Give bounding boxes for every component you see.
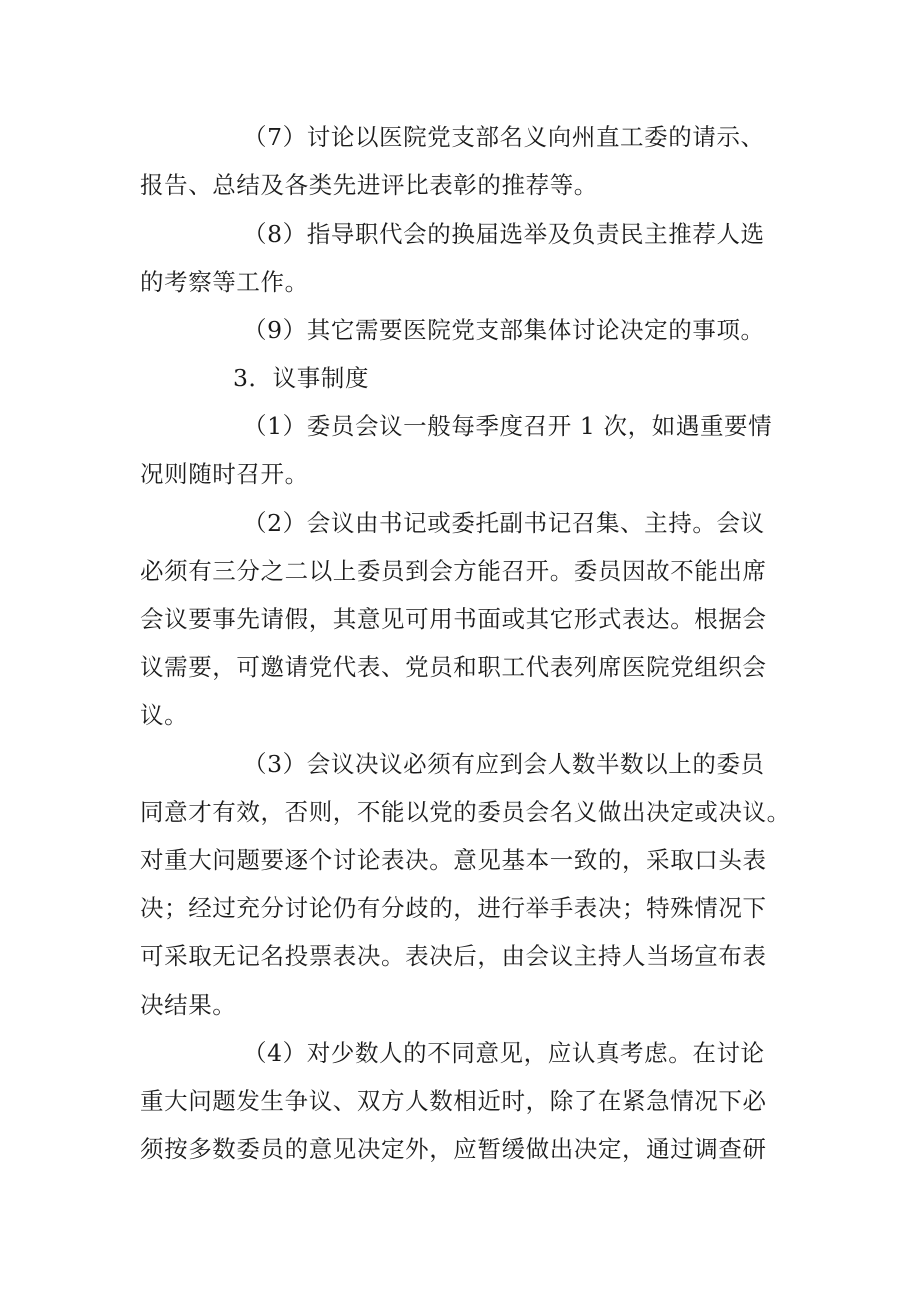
text-line: 决结果。	[140, 991, 237, 1019]
text-line: （4）对少数人的不同意见，应认真考虑。在讨论	[243, 1039, 765, 1067]
text-line: 须按多数委员的意见决定外，应暂缓做出决定，通过调查研	[140, 1135, 767, 1163]
text-line: 况则随时召开。	[140, 460, 309, 488]
text-line: 决；经过充分讨论仍有分歧的，进行举手表决；特殊情况下	[140, 894, 767, 922]
text-line: （9）其它需要医院党支部集体讨论决定的事项。	[243, 316, 765, 344]
text-line: 可采取无记名投票表决。表决后，由会议主持人当场宣布表	[140, 942, 767, 970]
text-line: 必须有三分之二以上委员到会方能召开。委员因故不能出席	[140, 557, 767, 585]
text-line: （1）委员会议一般每季度召开 1 次，如遇重要情	[243, 412, 773, 440]
text-line: 的考察等工作。	[140, 268, 309, 296]
text-line: 会议要事先请假，其意见可用书面或其它形式表达。根据会	[140, 605, 767, 633]
text-line: （2）会议由书记或委托副书记召集、主持。会议	[243, 509, 765, 537]
text-line: （8）指导职代会的换届选举及负责民主推荐人选	[243, 220, 765, 248]
text-line: 议需要，可邀请党代表、党员和职工代表列席医院党组织会	[140, 653, 767, 681]
text-line: 议。	[140, 701, 189, 729]
text-line: 同意才有效，否则，不能以党的委员会名义做出决定或决议。	[140, 798, 791, 826]
text-line: （3）会议决议必须有应到会人数半数以上的委员	[243, 750, 765, 778]
text-line: （7）讨论以医院党支部名义向州直工委的请示、	[243, 123, 765, 151]
text-line: 报告、总结及各类先进评比表彰的推荐等。	[140, 171, 598, 199]
text-line: 重大问题发生争议、双方人数相近时，除了在紧急情况下必	[140, 1087, 767, 1115]
text-line: 对重大问题要逐个讨论表决。意见基本一致的，采取口头表	[140, 846, 767, 874]
section-heading: 3．议事制度	[233, 364, 370, 392]
